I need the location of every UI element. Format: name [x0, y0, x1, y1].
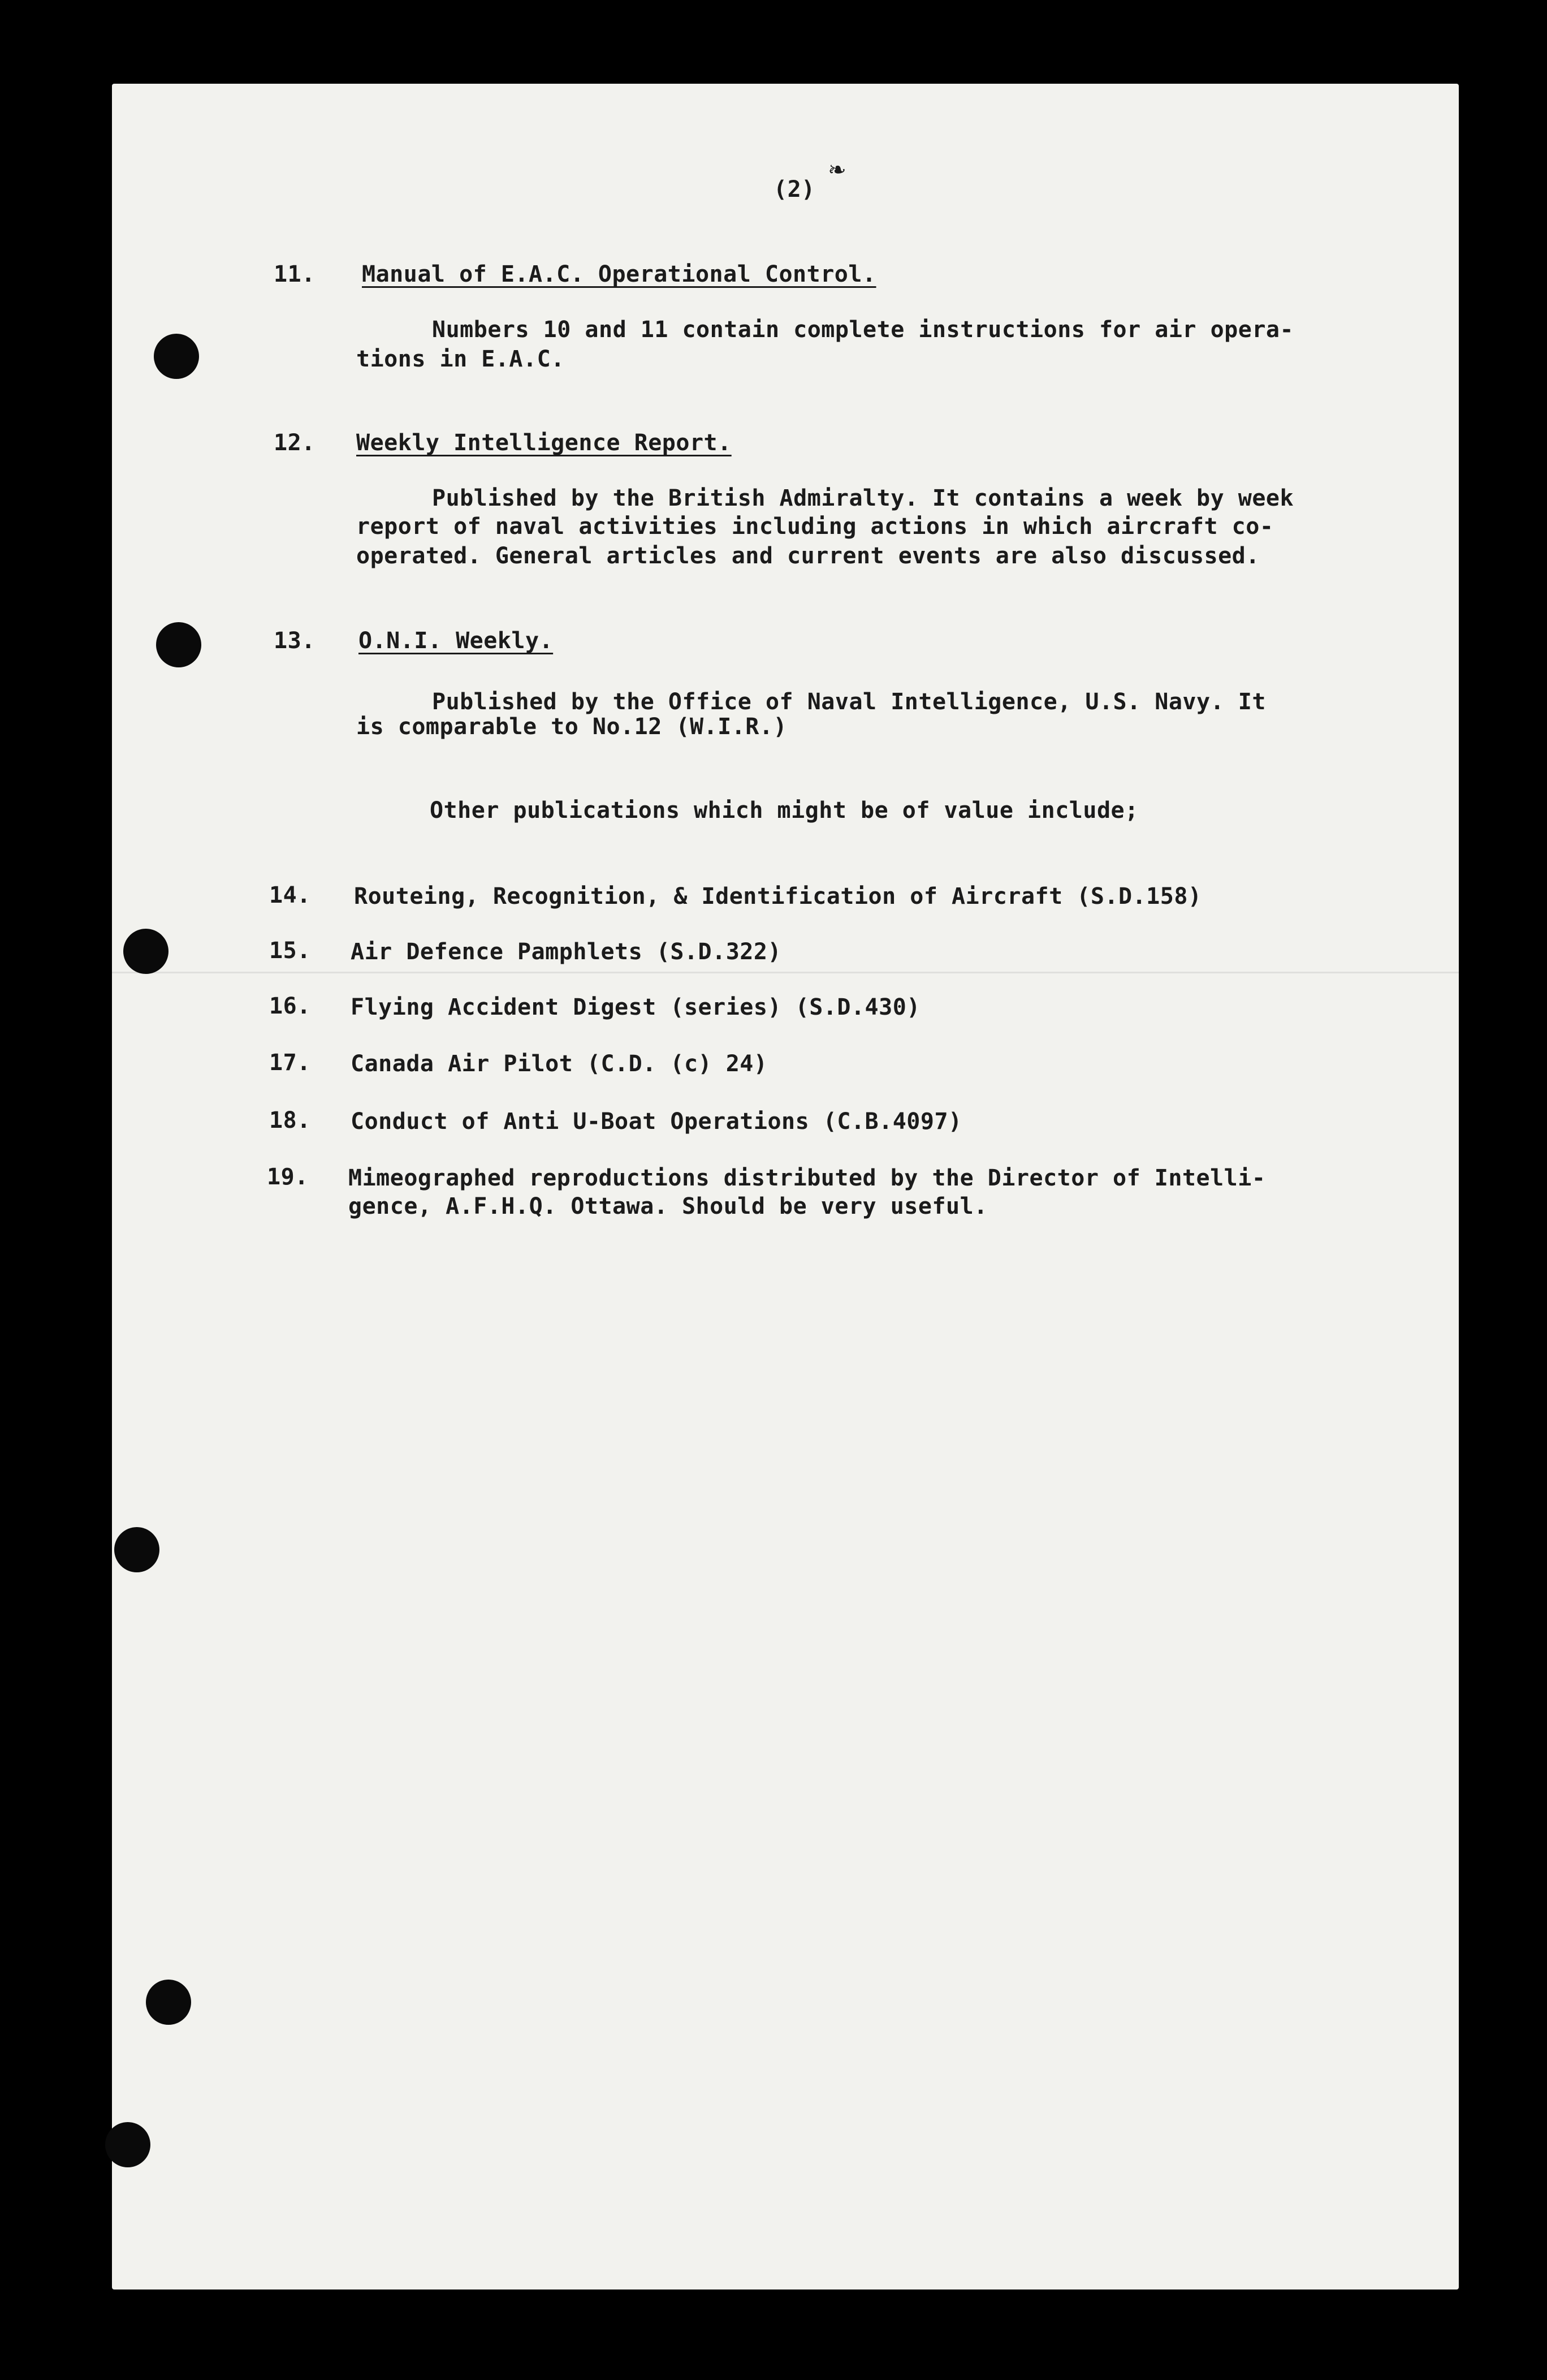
punch-hole [114, 1527, 159, 1572]
body-line: Published by the British Admiralty. It contains a week by week [432, 485, 1294, 511]
body-line: tions in E.A.C. [356, 346, 565, 372]
list-item: Canada Air Pilot (C.D. (c) 24) [351, 1051, 768, 1077]
punch-hole [156, 622, 201, 667]
section-heading: Weekly Intelligence Report. [356, 430, 732, 456]
punch-hole [154, 334, 199, 379]
item-number: 17. [269, 1050, 311, 1076]
body-line: operated. General articles and current events are also discussed. [356, 543, 1260, 569]
section-heading: Manual of E.A.C. Operational Control. [362, 261, 876, 287]
section-heading: O.N.I. Weekly. [358, 628, 554, 654]
body-line: is comparable to No.12 (W.I.R.) [356, 714, 788, 740]
item-number: 12. [274, 430, 316, 456]
body-line: Published by the Office of Naval Intelligence, U.S. Navy. It [432, 689, 1266, 715]
page-number: (2) [774, 176, 815, 202]
item-number: 18. [269, 1107, 311, 1133]
body-line: report of naval activities including actions in which aircraft co- [356, 514, 1274, 540]
fold-crease [112, 972, 1459, 973]
item-number: 19. [267, 1164, 309, 1190]
item-number: 14. [269, 882, 311, 908]
item-number: 15. [269, 938, 311, 964]
handwritten-mark-icon: ❧ [829, 153, 845, 184]
list-item: Routeing, Recognition, & Identification of Aircraft (S.D.158) [354, 883, 1202, 909]
intro-line: Other publications which might be of value include; [430, 797, 1139, 823]
body-line: Numbers 10 and 11 contain complete instructions for air opera- [432, 317, 1294, 343]
list-item: Conduct of Anti U-Boat Operations (C.B.4097) [351, 1109, 962, 1135]
item-number: 13. [274, 628, 316, 654]
list-item: Mimeographed reproductions distributed by the Director of Intelli- [348, 1165, 1266, 1191]
item-number: 11. [274, 261, 316, 287]
punch-hole [146, 1980, 191, 2025]
list-item: Flying Accident Digest (series) (S.D.430) [351, 994, 921, 1020]
item-number: 16. [269, 993, 311, 1019]
list-item: Air Defence Pamphlets (S.D.322) [351, 939, 782, 965]
list-item-continued: gence, A.F.H.Q. Ottawa. Should be very useful. [348, 1193, 988, 1219]
punch-hole [105, 2122, 150, 2167]
punch-hole [123, 929, 168, 974]
